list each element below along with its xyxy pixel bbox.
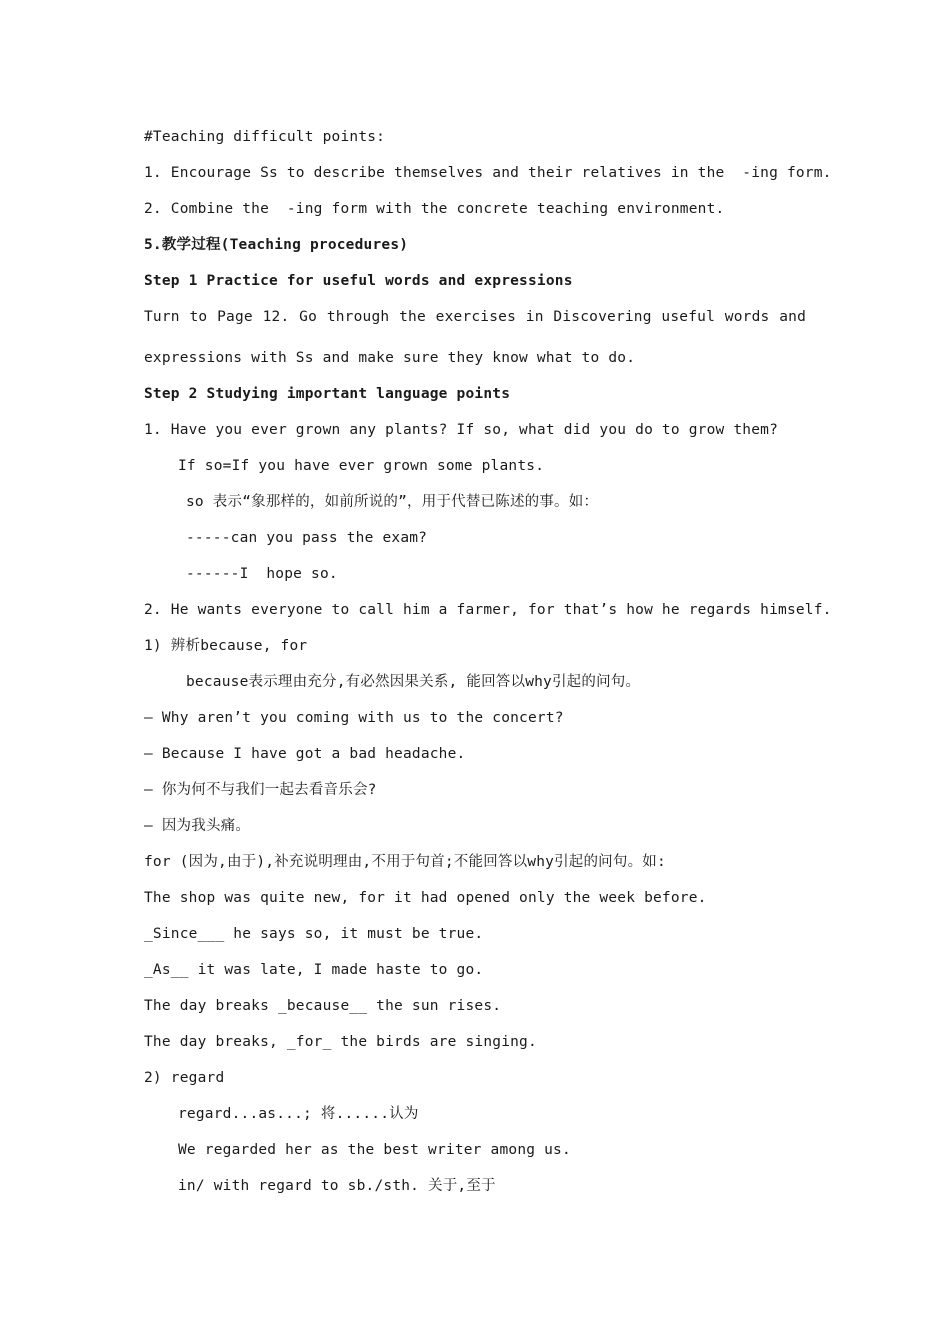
exercise-as: _As__ it was late, I made haste to go.	[144, 962, 484, 978]
regard-example: We regarded her as the best writer among us.	[178, 1142, 571, 1158]
sub-point-2-heading: 2) regard	[144, 1070, 225, 1086]
exercise-because: The day breaks _because__ the sun rises.	[144, 998, 502, 1014]
so-example-answer: ------I hope so.	[186, 566, 338, 582]
point-1-explanation: If so=If you have ever grown some plants.	[178, 458, 545, 474]
regard-phrase-2: in/ with regard to sb./sth. 关于,至于	[178, 1178, 496, 1194]
step-1-heading: Step 1 Practice for useful words and expressions	[144, 273, 573, 289]
so-example-question: -----can you pass the exam?	[186, 530, 428, 546]
exercise-for: The day breaks, _for_ the birds are singing.	[144, 1034, 537, 1050]
heading-difficult-points: #Teaching difficult points:	[144, 129, 386, 145]
point-1-question: 1. Have you ever grown any plants? If so, what did you do to grow them?	[144, 422, 779, 438]
for-usage-note: for (因为,由于),补充说明理由,不用于句首;不能回答以why引起的问句。如:	[144, 854, 666, 870]
dialogue-line-1: — Why aren’t you coming with us to the concert?	[144, 710, 564, 726]
dialogue-translation-1: — 你为何不与我们一起去看音乐会?	[144, 782, 377, 798]
step-1-text-line-2: expressions with Ss and make sure they know what to do.	[144, 350, 636, 366]
point-2-sentence: 2. He wants everyone to call him a farmer, for that’s how he regards himself.	[144, 602, 832, 618]
for-example-1: The shop was quite new, for it had opened only the week before.	[144, 890, 707, 906]
difficult-point-2: 2. Combine the -ing form with the concrete teaching environment.	[144, 201, 725, 217]
step-1-text-line-1: Turn to Page 12. Go through the exercises in Discovering useful words and	[144, 309, 806, 325]
so-usage-note: so 表示“象那样的，如前所说的”，用于代替已陈述的事。如：	[186, 494, 599, 510]
step-2-heading: Step 2 Studying important language points	[144, 386, 511, 402]
dialogue-translation-2: — 因为我头痛。	[144, 818, 251, 834]
because-usage-note: because表示理由充分,有必然因果关系, 能回答以why引起的问句。	[186, 674, 641, 690]
exercise-since: _Since___ he says so, it must be true.	[144, 926, 484, 942]
section-heading-procedures: 5.教学过程(Teaching procedures)	[144, 237, 409, 253]
regard-phrase-1: regard...as...; 将......认为	[178, 1106, 419, 1122]
difficult-point-1: 1. Encourage Ss to describe themselves and their relatives in the -ing form.	[144, 165, 832, 181]
dialogue-line-2: — Because I have got a bad headache.	[144, 746, 466, 762]
sub-point-1-heading: 1) 辨析because, for	[144, 638, 308, 654]
